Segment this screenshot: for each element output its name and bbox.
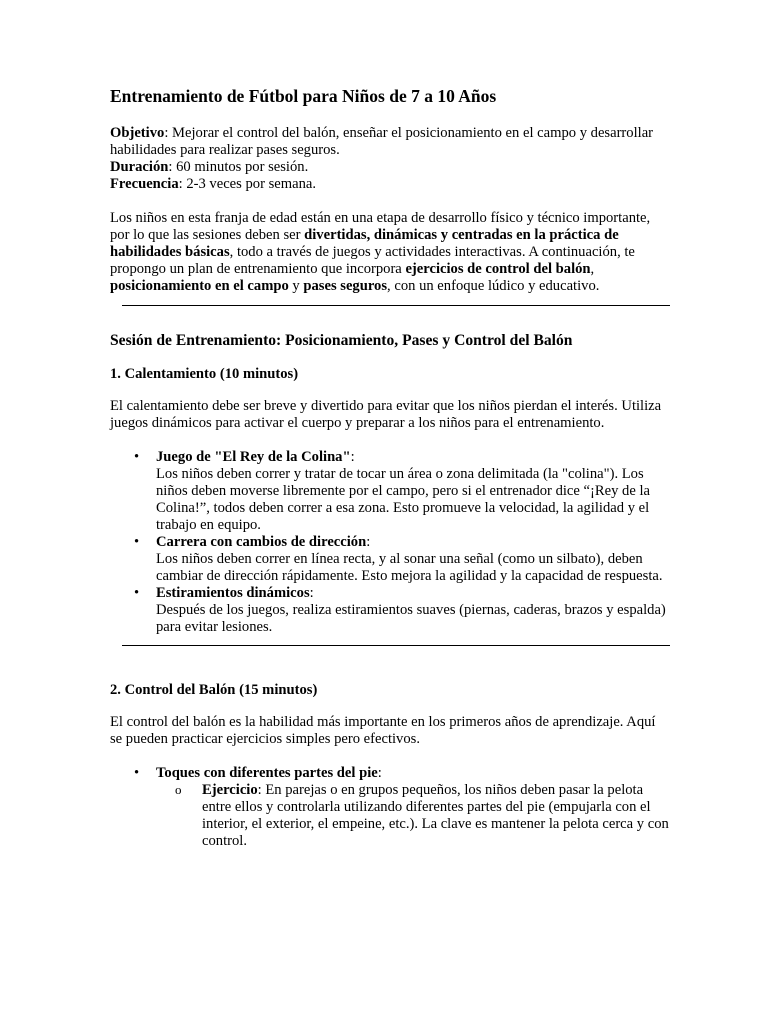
item-label: Juego de "El Rey de la Colina" <box>156 449 351 465</box>
summary-block <box>110 125 670 193</box>
intro-bold: divertidas, dinámicas y centradas en la práctica de habilidades básicas <box>110 227 619 260</box>
objective-line <box>110 125 670 159</box>
list-item: • Toques con diferentes partes del pie: o Ejercicio: En parejas o en grupos pequeños, los niños deben pasar la pelota entre ellos y controlarla utilizando diferentes partes del pie (empujarla con el interior, el exterior, el empeine, etc.). La clave es mantener la pelota cerca y con control. <box>156 765 670 850</box>
list-item: • Estiramientos dinámicos: Después de los juegos, realiza estiramientos suaves (piernas, caderas, brazos y espalda) para evitar lesiones. <box>156 585 670 636</box>
section-divider <box>122 305 670 306</box>
intro-bold: posicionamiento en el campo <box>110 278 289 294</box>
item-label: Estiramientos dinámicos <box>156 585 310 601</box>
warmup-heading: 1. Calentamiento (10 minutos) <box>110 366 299 382</box>
intro-text: , con un enfoque lúdico y educativo. <box>387 278 600 294</box>
sub-list <box>156 782 670 850</box>
intro-text: Los niños en esta franja de edad están en una etapa de desarrollo físico y técnico importante, por lo que las sesiones deben ser <box>110 210 651 243</box>
intro-text: y <box>288 278 304 294</box>
intro-text: , <box>590 261 595 277</box>
document-title: Entrenamiento de Fútbol para Niños de 7 a 10 Años <box>110 86 497 106</box>
ball-control-intro: El control del balón es la habilidad más importante en los primeros años de aprendizaje. Aquí se pueden practicar ejercicios simples pero efectivos. <box>110 714 656 747</box>
ball-control-heading: 2. Control del Balón (15 minutos) <box>110 682 318 698</box>
sub-item-text: : En parejas o en grupos pequeños, los niños deben pasar la pelota entre ellos y controlarla utilizando diferentes partes del pie (empujarla con el interior, el exterior, el empeine, etc.). La clave es mantener la pelota cerca y con control. <box>202 782 669 849</box>
objective-label: Objetivo <box>110 125 165 141</box>
objective-text: : Mejorar el control del balón, enseñar el posicionamiento en el campo y desarrollar habilidades para realizar pases seguros. <box>110 125 654 158</box>
sub-item-label: Ejercicio <box>202 782 258 798</box>
frequency-line <box>110 176 670 193</box>
intro-paragraph <box>110 210 670 295</box>
item-label: Carrera con cambios de dirección <box>156 534 367 550</box>
intro-text: , todo a través de juegos y actividades interactivas. A continuación, te propongo un plan de entrenamiento que incorpora <box>110 244 635 277</box>
sub-list-item <box>202 782 670 850</box>
list-item: • Carrera con cambios de dirección: Los niños deben correr en línea recta, y al sonar una señal (como un silbato), deben cambiar de dirección rápidamente. Esto mejora la agilidad y la capacidad de respuesta. <box>156 534 670 585</box>
intro-bold: ejercicios de control del balón <box>405 261 591 277</box>
warmup-list <box>110 449 670 636</box>
intro-bold: pases seguros <box>303 278 388 294</box>
item-text: Los niños deben correr y tratar de tocar un área o zona delimitada (la "colina"). Los niños deben moverse libremente por el campo, pero si el entrenador dice “¡Rey de la Colina!”, todos deben correr a esa zona. Esto promueve la velocidad, la agilidad y el trabajo en equipo. <box>156 466 650 533</box>
section-divider <box>122 645 670 646</box>
session-title: Sesión de Entrenamiento: Posicionamiento, Pases y Control del Balón <box>110 332 573 349</box>
frequency-label: Frecuencia <box>110 176 179 192</box>
duration-text: : 60 minutos por sesión. <box>168 159 309 175</box>
item-label: Toques con diferentes partes del pie <box>156 765 378 781</box>
duration-line <box>110 159 670 176</box>
list-item: • Juego de "El Rey de la Colina": Los niños deben correr y tratar de tocar un área o zona delimitada (la "colina"). Los niños deben moverse libremente por el campo, pero si el entrenador dice “¡Rey de la Colina!”, todos deben correr a esa zona. Esto promueve la velocidad, la agilidad y el trabajo en equipo. <box>156 449 670 534</box>
duration-label: Duración <box>110 159 169 175</box>
ball-control-list <box>110 765 670 850</box>
item-text: Después de los juegos, realiza estiramientos suaves (piernas, caderas, brazos y espalda) para evitar lesiones. <box>156 602 666 635</box>
item-text: Los niños deben correr en línea recta, y al sonar una señal (como un silbato), deben cambiar de dirección rápidamente. Esto mejora la agilidad y la capacidad de respuesta. <box>156 551 663 584</box>
warmup-intro: El calentamiento debe ser breve y divertido para evitar que los niños pierdan el interés. Utiliza juegos dinámicos para activar el cuerpo y preparar a los niños para el entrenamiento. <box>110 398 662 431</box>
document-content <box>110 86 670 850</box>
frequency-text: : 2-3 veces por semana. <box>178 176 316 192</box>
